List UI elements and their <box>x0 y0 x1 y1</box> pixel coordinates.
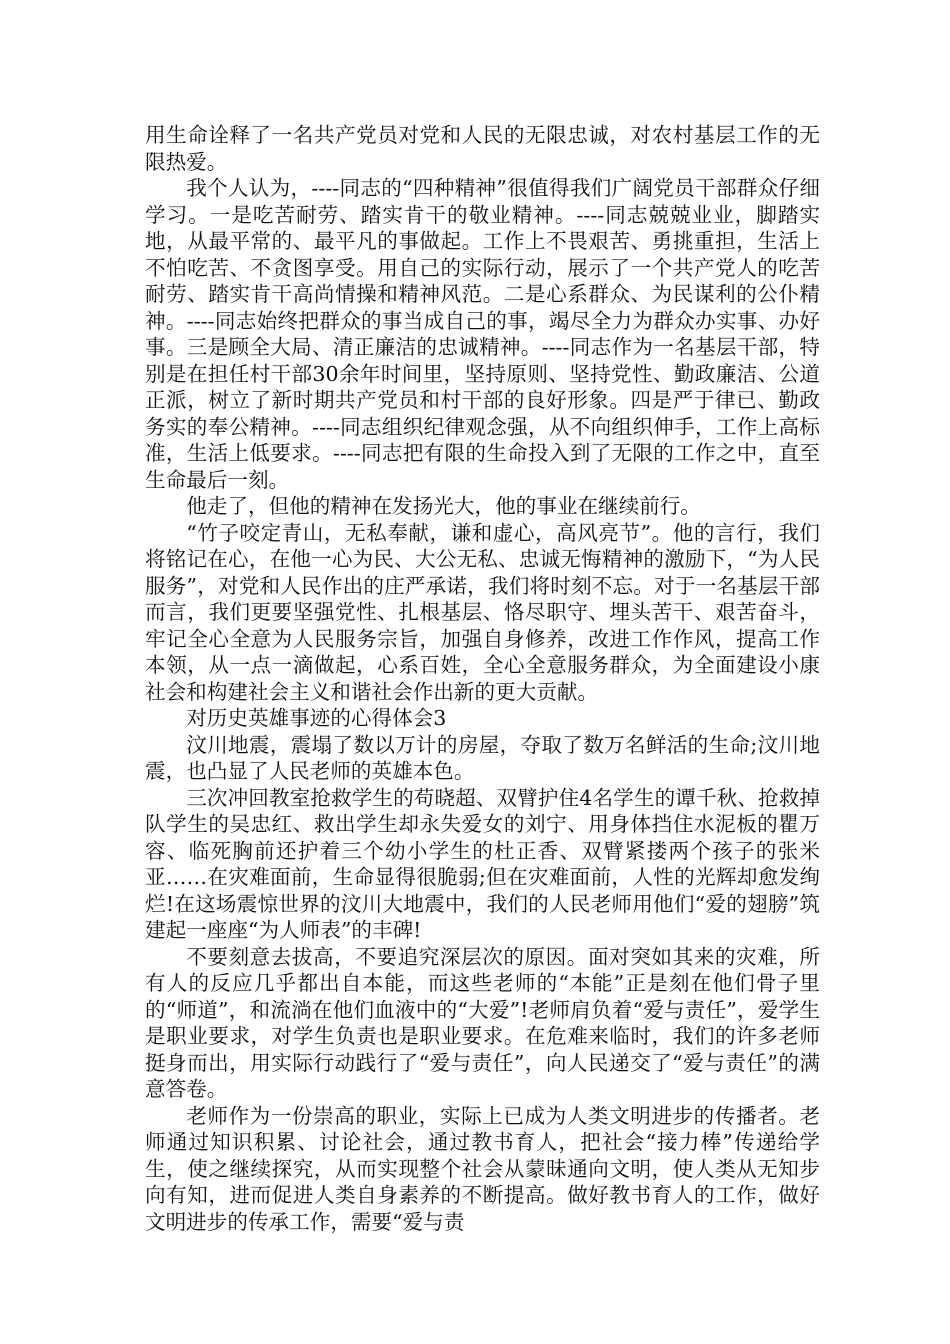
paragraph-teacher-heroes: 三次冲回教室抢救学生的苟晓超、双臂护住4名学生的谭千秋、抢救掉队学生的吴忠红、救出学生却永失爱女的刘宁、用身体挡住水泥板的瞿万容、临死胸前还护着三个幼小学生的杜正香、双臂紧搂两个孩子的张米亚……在灾难面前，生命显得很脆弱;但在灾难面前，人性的光辉却愈发绚烂!在这场震惊世界的汶川大地震中，我们的人民老师用他们“爱的翅膀”筑建起一座座“为人师表”的丰碑! <box>145 785 820 942</box>
paragraph-legacy: 他走了，但他的精神在发扬光大，他的事业在继续前行。 <box>186 494 702 518</box>
paragraph-instinct: 不要刻意去拔高，不要追究深层次的原因。面对突如其来的灾难，所有人的反应几乎都出自本能，而这些老师的“本能”正是刻在他们骨子里的“师道”，和流淌在他们血液中的“大爱”!老师肩负着“爱与责任”，爱学生是职业要求，对学生负责也是职业要求。在危难来临时，我们的许多老师挺身而出，用实际行动践行了“爱与责任”，向人民递交了“爱与责任”的满意答卷。 <box>145 944 820 1101</box>
paragraph-wenchuan-intro: 汶川地震，震塌了数以万计的房屋，夺取了数万名鲜活的生命;汶川地震，也凸显了人民老师的英雄本色。 <box>145 732 820 783</box>
paragraph-continuation: 用生命诠释了一名共产党员对党和人民的无限忠诚，对农村基层工作的无限热爱。 <box>145 123 820 174</box>
document-body <box>145 122 820 1235</box>
paragraph-four-spirits: 我个人认为，----同志的“四种精神”很值得我们广阔党员干部群众仔细学习。一是吃苦耐劳、踏实肯干的敬业精神。----同志兢兢业业，脚踏实地，从最平常的、最平凡的事做起。工作上不畏艰苦、勇挑重担，生活上不怕吃苦、不贪图享受。用自己的实际行动，展示了一个共产党人的吃苦耐劳、踏实肯干高尚情操和精神风范。二是心系群众、为民谋利的公仆精神。----同志始终把群众的事当成自己的事，竭尽全力为群众办实事、办好事。三是顾全大局、清正廉洁的忠诚精神。----同志作为一名基层干部，特别是在担任村干部30余年时间里，坚持原则、坚持党性、勤政廉洁、公道正派，树立了新时期共产党员和村干部的良好形象。四是严于律已、勤政务实的奉公精神。----同志组织纪律观念强，从不向组织伸手，工作上高标准，生活上低要求。----同志把有限的生命投入到了无限的工作之中，直至生命最后一刻。 <box>145 176 820 492</box>
paragraph-bamboo-quote: “竹子咬定青山，无私奉献，谦和虚心，高风亮节”。他的言行，我们将铭记在心，在他一心为民、大公无私、忠诚无悔精神的激励下，“为人民服务”，对党和人民作出的庄严承诺，我们将时刻不忘。对于一名基层干部而言，我们更要坚强党性、扎根基层、恪尽职守、埋头苦干、艰苦奋斗，牢记全心全意为人民服务宗旨，加强自身修养，改进工作作风，提高工作本领，从一点一滴做起，心系百姓，全心全意服务群众，为全面建设小康社会和构建社会主义和谐社会作出新的更大贡献。 <box>145 520 820 704</box>
section-heading: 对历史英雄事迹的心得体会3 <box>186 706 447 730</box>
paragraph-teacher-profession: 老师作为一份崇高的职业，实际上已成为人类文明进步的传播者。老师通过知识积累、讨论社会，通过教书育人，把社会“接力棒”传递给学生，使之继续探究，从而实现整个社会从蒙昧通向文明，使人类从无知步向有知，进而促进人类自身素养的不断提高。做好教书育人的工作，做好文明进步的传承工作，需要“爱与责 <box>145 1103 820 1234</box>
